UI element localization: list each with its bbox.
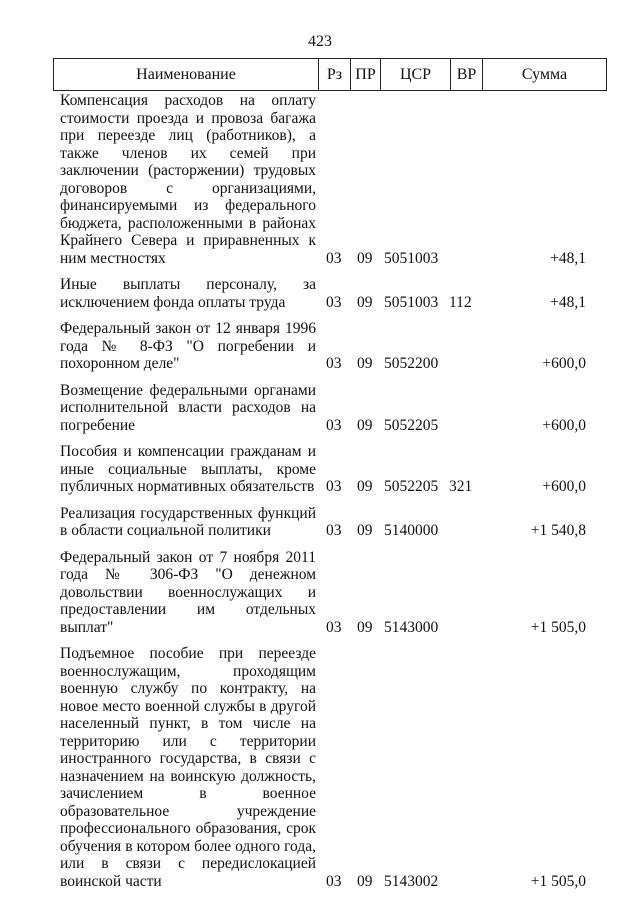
row-name: Подъемное пособие при переезде военнослужащим, проходящим военную службу по контракту, на новое место военной службы в другой населенный пункт, в том числе на территорию или с территории иностранного государства, в связи с назначением на воинскую должность, зачислением в военное образовательное учреждение профессионального образования, срок обучения в котором более одного года, или в связи с передислокацией воинской части <box>60 645 316 890</box>
row-pr: 09 <box>357 249 373 267</box>
row-rz: 03 <box>326 249 342 267</box>
row-rz: 03 <box>326 416 342 434</box>
row-rz: 03 <box>326 872 342 890</box>
table-row <box>0 549 640 637</box>
row-vr: 321 <box>449 478 473 495</box>
row-sum: +1 505,0 <box>530 618 586 636</box>
row-csr: 5140000 <box>384 522 439 539</box>
row-pr: 09 <box>357 355 373 372</box>
row-csr: 5052205 <box>384 416 439 434</box>
table-row <box>0 92 640 267</box>
table-row <box>0 320 640 373</box>
row-csr: 5051003 <box>384 293 439 311</box>
row-sum: +600,0 <box>542 478 586 495</box>
row-pr: 09 <box>357 416 373 434</box>
row-name: Возмещение федеральными органами исполнительной власти расходов на погребение <box>60 381 316 434</box>
table-row <box>0 505 640 540</box>
row-name: Пособия и компенсации гражданам и иные социальные выплаты, кроме публичных нормативных обязательств <box>60 443 316 495</box>
row-sum: +48,1 <box>550 293 586 311</box>
row-pr: 09 <box>357 478 373 495</box>
header-name: Наименование <box>53 59 318 90</box>
row-vr: 112 <box>449 293 472 311</box>
row-rz: 03 <box>326 478 342 495</box>
header-rz: Рз <box>318 59 350 90</box>
row-name: Иные выплаты персоналу, за исключением фонда оплаты труда <box>60 276 316 311</box>
row-pr: 09 <box>357 522 373 539</box>
row-csr: 5051003 <box>384 249 439 267</box>
row-csr: 5143000 <box>384 618 439 636</box>
row-csr: 5143002 <box>384 872 439 890</box>
row-rz: 03 <box>326 522 342 539</box>
row-sum: +48,1 <box>550 249 586 267</box>
row-name: Федеральный закон от 7 ноября 2011 года № 306-ФЗ "О денежном довольствии военнослужащих и предоставлении им отдельных выплат" <box>60 548 316 636</box>
row-csr: 5052205 <box>384 478 439 495</box>
table-row <box>0 382 640 435</box>
header-sum: Сумма <box>482 59 607 90</box>
header-vr: ВР <box>450 59 482 90</box>
row-rz: 03 <box>326 618 342 636</box>
header-pr: ПР <box>350 59 380 90</box>
row-name: Федеральный закон от 12 января 1996 года № 8-ФЗ "О погребении и похоронном деле" <box>60 320 316 372</box>
row-pr: 09 <box>357 293 373 311</box>
row-csr: 5052200 <box>384 355 439 372</box>
row-rz: 03 <box>326 355 342 372</box>
row-name: Реализация государственных функций в области социальной политики <box>60 504 316 539</box>
table-header <box>53 58 607 91</box>
page-number: 423 <box>308 33 332 50</box>
table-body <box>0 92 640 899</box>
row-sum: +1 540,8 <box>530 522 586 539</box>
row-name: Компенсация расходов на оплату стоимости проезда и провоза багажа при переезде лиц (работников), а также членов их семей при заключении (расторжении) трудовых договоров с организациями, финансируемыми из федерального бюджета, расположенными в районах Крайнего Севера и приравненных к ним местностях <box>60 92 316 267</box>
table-row <box>0 645 640 890</box>
row-sum: +1 505,0 <box>530 872 586 890</box>
row-rz: 03 <box>326 293 342 311</box>
table-row <box>0 276 640 311</box>
row-pr: 09 <box>357 872 373 890</box>
row-pr: 09 <box>357 618 373 636</box>
row-sum: +600,0 <box>542 355 586 372</box>
header-csr: ЦСР <box>380 59 450 90</box>
table-row <box>0 443 640 496</box>
row-sum: +600,0 <box>542 416 586 434</box>
